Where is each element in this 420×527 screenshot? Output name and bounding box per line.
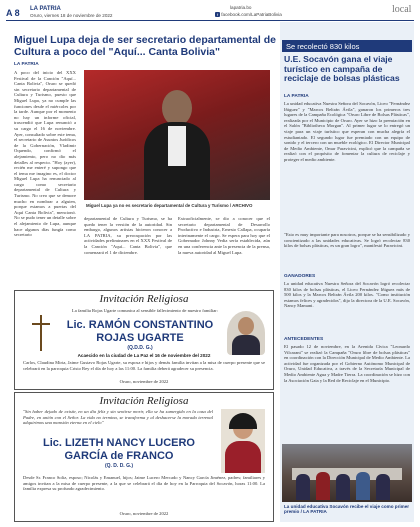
sidebar-headline: U.E. Socavón gana el viaje turístico en campaña de reciclaje de bolsas plásticas xyxy=(284,54,400,84)
photo-shirt xyxy=(168,126,186,166)
main-photo-caption: Miguel Lupa ya no es secretario departamental de Cultura y Turismo / ARCHIVO xyxy=(86,203,253,208)
main-body-right: Extraoficialmente, se dio a conocer que el secretario departamental de Desarrollo Productivo e Industria, Ernesto Callapa, ocuparía interinamente el cargo. Se espera para hoy que el Gobernador Johnny Vedia sería establecida, aún en una conferencia ante la presencia de la prensa, la nueva autoridad al Miguel Lupa. xyxy=(178,216,270,255)
sidebar-photo-caption: La unidad educativa Socavón recibe el viaje como primer premio / LA PATRIA xyxy=(284,504,410,515)
sidebar-body-4: El pasado 12 de noviembre, en la Avenida Cívica "Leonardo Vilcarani" se realizó la Campaña "Oruro libre de bolsas plásticas" en coordinación con la Dirección Municipal de Medio Ambiente. La actividad fue organizada por el Gobierno Autónomo Municipal de Oruro, Unidad Educativa, a través de la Secretaría Municipal de Medio Ambiente Agua y Madre Tierra. La coordinación se hizo con la Asociación Gaia y la Red de Reciclaje en el Municipio. xyxy=(284,344,410,383)
invitation-qdg-1: (Q.D.D. G.) xyxy=(127,345,153,351)
masthead-brand: LA PATRIA xyxy=(30,6,61,12)
invitation-place-1: Oruro, noviembre de 2022 xyxy=(119,379,169,384)
section-label: local xyxy=(392,4,412,15)
invitation-quote-2: "Sin haber dejado de existir, en un día feliz y sin sentirse morir, ella se ha sumergido en la casa del Padre, en unión con el Señor. La vida no termina, se transforma y al deshacerse la morada terrenal adquirimos una mansión eterna en el cielo" xyxy=(23,409,213,426)
sidebar-section-antecedentes: ANTECEDENTES xyxy=(284,337,324,342)
sidebar-kicker: Se recolectó 830 kilos xyxy=(286,42,360,51)
invitation-name-2a: Lic. LIZETH NANCY LUCERO xyxy=(43,437,195,449)
invitation-box-1 xyxy=(14,290,274,390)
crucifix-icon xyxy=(29,315,53,351)
sidebar-body-3: La unidad educativa Nuestra Señora del Socavón logró recolectar 830 kilos de bolsas plásticas, el Liceo Fernández Iñiguez más de 500 kilos y la Marcos Beltrán Ávila 200 kilos. "Como institución estamos felices y agradecidos", dijo la directora de la U.E. Socavón, Nancy Mamani. xyxy=(284,281,410,309)
main-byline: LA PATRIA xyxy=(14,62,39,67)
invitation-place-2: Oruro, noviembre de 2022 xyxy=(119,511,169,516)
invitation-name-1a: Lic. RAMÓN CONSTANTINO xyxy=(66,319,214,331)
invitation-box-2 xyxy=(14,392,274,522)
photo-person-head xyxy=(162,90,192,126)
main-body-left: A poco del inicio del XXX Festival de la Canción "Aquí... Canta Bolivia", Oruro se quedó sin secretario departamental de Cultura y Turismo, puesto que Miguel Lupa, ya no cumple las funciones desde el miércoles por la tarde. Aunque por el momento no hay un informe oficial, trascendió que Lupa renunció a su cargo el 16 de noviembre. Ayer, consultado sobre este tema, el secretario de Asuntos Jurídicos de la Gobernación, Vladimir Oquendo, confirmó el alejamiento, pero no dio más detalles al respecto. "Hoy (ayer), recién me enteré y supongo que el tema me imagino es, el doctor Miguel Lupa ha renunciado al cargo como secretario departamental de Cultura y Turismo. No creo que se demore mucho en nombrar a alguien, porque estamos a puertas del Aquí Canta Bolivia", mencionó. No se pudo tener un detalle sobre el alejamiento de Lupa, aunque hace algunos días fungía como secretario xyxy=(14,70,76,238)
invitation-qdg-2: (Q. D. D. G.) xyxy=(104,463,134,469)
header-divider xyxy=(6,20,414,21)
sidebar-section-ganadores: GANADORES xyxy=(284,274,316,279)
invitation-name-1b: ROJAS UGARTE xyxy=(96,332,184,344)
date-line: Oruro, viernes 18 de noviembre de 2022 xyxy=(30,13,113,18)
portrait-1 xyxy=(227,311,265,355)
social-url: facebook.com/LaPatriaBolivia xyxy=(221,12,282,17)
invitation-event-1: Acaecido en la ciudad de La Paz el 16 de noviembre del 2022 xyxy=(77,353,211,358)
sidebar-byline: LA PATRIA xyxy=(284,94,309,99)
portrait-2 xyxy=(221,409,265,473)
invitation-title-2: Invitación Religiosa xyxy=(99,395,189,407)
main-body-mid: departamental de Cultura y Turismo, se ha quedo tener la versión de la autoridad. Sin embargo, algunos artistas hicieron conocer a LA PATRIA, su preocupación por las actividades preliminares en el XXX Festival de la Canción "Aquí... Canta Bolivia", que comenzará el 1 de diciembre. xyxy=(84,216,172,255)
invitation-title-1: Invitación Religiosa xyxy=(99,293,189,305)
facebook-icon: f xyxy=(216,12,219,17)
invitation-body-1: Carlos, Claudina Mirta, Jaime Gustavo Rojas Ugarte, su esposa e hijos y demás familia invitan a la misa de cuerpo presente que se celebrará en la parroquia Cristo Rey el día de hoy a las 11:00. La familia deberá agradecer su presencia. xyxy=(23,360,265,371)
sidebar-body-2: "Esto es muy importante para nosotros, porque se ha sensibilizado y concientizado a las unidades educativas. Se logró recolectar 830 kilos de bolsas plásticas, es un gran logro", manifestó Paravicini. xyxy=(284,232,410,249)
sidebar-photo xyxy=(282,444,412,502)
invitation-body-2: Desde Sr. Franco Soliz, esposo; Nicolás y Emanuel, hijos; Jaime Lucero Mercado y Nancy García Jiménez, padres; familiares y amigos invitan a la misa de cuerpo presente, a la que se celebrará el día de hoy en la Parroquia del Socavón, horas 11:00. La familia expresa su profundo agradecimiento. xyxy=(23,475,265,492)
page-number: A 8 xyxy=(6,8,20,18)
social-link[interactable] xyxy=(215,12,282,17)
sidebar-body-1: La unidad educativa Nuestra Señora del Socavón, Liceo "Fernández Iñiguez" y "Marcos Beltrán Ávila", ganaron los primeros tres lugares de la Campaña Ecológica "Oruro Libre de Bolsas Plásticas", realizada por el Municipio de Oruro. Ayer se hizo la premiación en el Salón "Bibliotheca Morgan". Al primer lugar se lo entregó un viaje para un viaje turístico que esperan con mucha alegría el estudiantado. El segundo lugar fue premiado con un equipo de sonido y el tercero con un mueble ecológico. El Director Municipal de Medio Ambiente, Omar Paravicini, explicó que la campaña se realizó con el propósito de fomentar la cultura de reciclaje y proteger el medio ambiente. xyxy=(284,101,410,162)
main-headline: Miguel Lupa deja de ser secretario departamental de Cultura a poco del "Aquí... Canta Bolivia" xyxy=(14,34,277,58)
web-address[interactable]: lapatria.bo xyxy=(230,5,252,10)
main-photo xyxy=(84,70,270,200)
invitation-name-2b: GARCÍA de FRANCO xyxy=(64,450,174,462)
invitation-intro-1: La familia Rojas Ugarte comunica al sensible fallecimiento de nuestro familiar: xyxy=(71,308,219,313)
